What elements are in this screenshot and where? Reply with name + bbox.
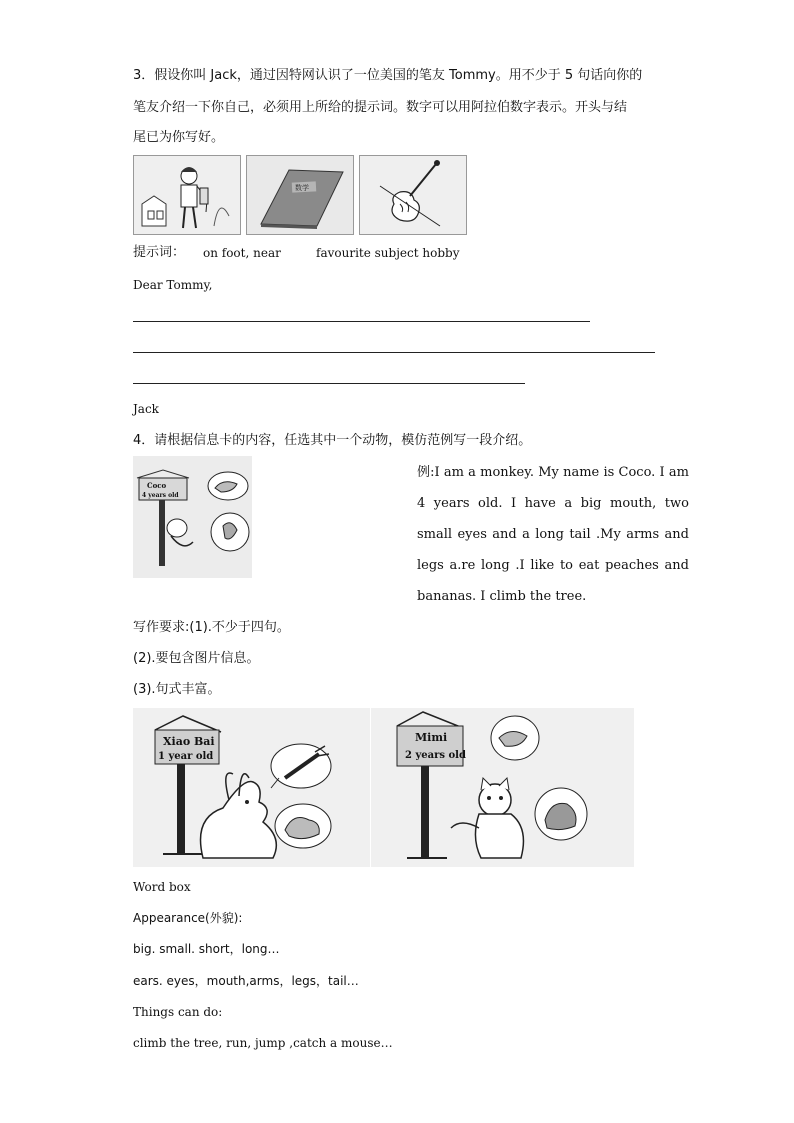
boy-walking-to-school-picture	[133, 155, 241, 235]
coco-sign-name: Coco	[147, 481, 167, 490]
appearance-adjectives: big. small. short，long…	[133, 942, 280, 956]
q4-instruction: 4．请根据信息卡的内容，任选其中一个动物，模仿范例写一段介绍。	[133, 433, 532, 448]
q3-hint-words-1: on foot, near	[203, 246, 281, 260]
q3-signoff: Jack	[133, 402, 159, 416]
appearance-title: Appearance(外貌):	[133, 911, 243, 925]
appearance-body-parts: ears. eyes，mouth,arms，legs，tail…	[133, 974, 359, 988]
rabbit-sign-name: Xiao Bai	[163, 735, 215, 748]
things-can-do-title: Things can do:	[133, 1005, 223, 1019]
things-can-do-list: climb the tree, run, jump ,catch a mouse…	[133, 1036, 393, 1050]
cat-mimi-picture	[371, 708, 634, 867]
q3-instruction-line1: 3．假设你叫 Jack，通过因特网认识了一位美国的笔友 Tommy。用不少于 5 句话向你的	[133, 68, 643, 83]
q4-example-paragraph: 例:I am a monkey. My name is Coco. I am 4 years old. I have a big mouth, two small eyes and a long tail .My arms and legs a.re long .I like to eat peaches and bananas. I climb the tree.	[417, 465, 689, 604]
q3-hint-label: 提示词：	[133, 245, 186, 260]
q4-requirement-3: (3).句式丰富。	[133, 682, 221, 697]
book-title-label: 数学	[295, 184, 309, 192]
q3-greeting: Dear Tommy,	[133, 278, 213, 292]
q3-hint-words-2: favourite subject hobby	[316, 246, 460, 260]
cat-sign-age: 2 years old	[405, 750, 466, 761]
math-book-picture	[246, 155, 354, 235]
rabbit-sign-age: 1 year old	[158, 751, 214, 762]
coco-sign-age: 4 years old	[142, 492, 179, 499]
monkey-coco-picture	[133, 456, 252, 578]
cat-sign-name: Mimi	[415, 731, 448, 744]
answer-line-2[interactable]	[133, 352, 655, 353]
rabbit-xiaobai-picture	[133, 708, 370, 867]
q3-instruction-line2: 笔友介绍一下你自己，必须用上所给的提示词。数字可以用阿拉伯数字表示。开头与结	[133, 100, 628, 115]
word-box-title: Word box	[133, 880, 191, 894]
violin-picture	[359, 155, 467, 235]
q4-requirement-2: (2).要包含图片信息。	[133, 651, 260, 666]
q4-requirement-1: 写作要求:(1).不少于四句。	[133, 620, 290, 635]
answer-line-1[interactable]	[133, 321, 590, 322]
q3-instruction-line3: 尾已为你写好。	[133, 130, 225, 145]
answer-line-3[interactable]	[133, 383, 525, 384]
